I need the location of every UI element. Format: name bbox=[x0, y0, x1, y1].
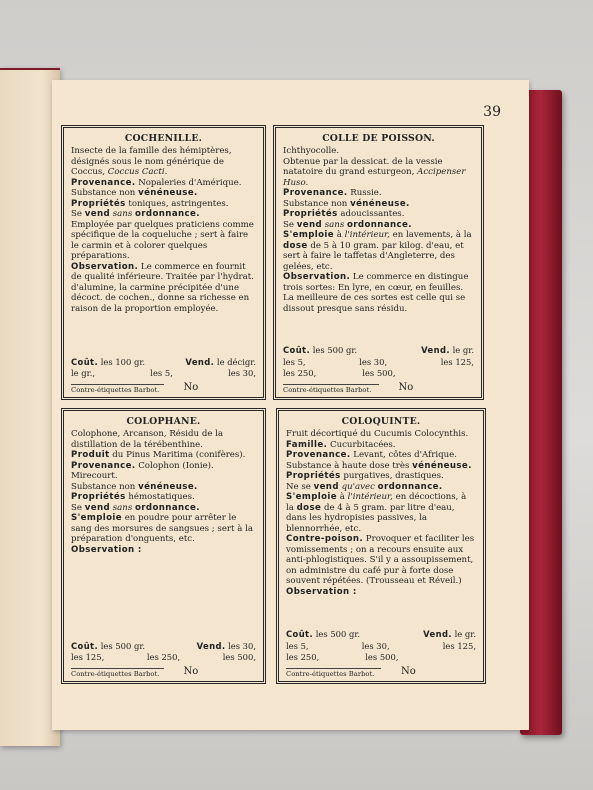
price-row: Coût. les 500 gr. Vend. le gr. bbox=[286, 629, 476, 640]
price-block bbox=[71, 640, 256, 664]
label-title: COLOPHANE. bbox=[126, 416, 201, 427]
label-footer bbox=[71, 382, 256, 394]
provenance: Provenance. Nopaleries d'Amérique. bbox=[71, 177, 242, 188]
price-row: les 250, les 500, bbox=[283, 367, 396, 378]
numero: No bbox=[401, 665, 416, 677]
label-footer bbox=[286, 666, 476, 678]
produit: Produit du Pinus Maritima (conifères). bbox=[71, 450, 246, 461]
vente: Se vend sans ordonnance. bbox=[283, 219, 412, 230]
price-row: Coût. les 500 gr. Vend. les 30, bbox=[71, 640, 256, 651]
emploi: S'emploie à l'intérieur, en décoctions, à la dose de 4 à 5 gram. par litre d'eau, dans les hydropisies passives, la blennorrhée, etc. bbox=[286, 492, 467, 534]
label-colophane bbox=[61, 408, 266, 684]
vente: Ne se vend qu'avec ordonnance. bbox=[286, 481, 443, 492]
footer-brand: Contre-étiquettes Barbot. bbox=[286, 668, 381, 678]
provenance: Provenance. Colophon (Ionie). Mirecourt. bbox=[71, 460, 214, 482]
substance: Substance à haute dose très vénéneuse. bbox=[286, 460, 472, 471]
emploi: Employée par quelques praticiens comme spécifique de la coqueluche ; sert à faire le carmin et à colorer quelques préparations. bbox=[71, 219, 254, 262]
substance: Substance non vénéneuse. bbox=[71, 188, 198, 199]
price-row: les 250, les 500, bbox=[286, 651, 399, 662]
description: Insecte de la famille des hémiptères, désignés sous le nom générique de Coccus, Coccus Cacti. bbox=[71, 146, 232, 178]
footer-brand: Contre-étiquettes Barbot. bbox=[71, 384, 164, 394]
label-cochenille bbox=[61, 125, 266, 400]
observation: Observation. Le commerce en distingue trois sortes: En lyre, en cœur, en feuilles. La meilleure de ces sortes est celle qui se dissout presque sans résidu. bbox=[283, 272, 469, 314]
provenance: Provenance. Russie. bbox=[283, 188, 382, 199]
label-title: COLLE DE POISSON. bbox=[322, 133, 435, 144]
proprietes: Propriétés toniques, astringentes. bbox=[71, 198, 229, 209]
proprietes: Propriétés hémostatiques. bbox=[71, 492, 195, 503]
substance: Substance non vénéneuse. bbox=[71, 481, 198, 492]
description: Colophone, Arcanson, Résidu de la distillation de la térébenthine. bbox=[71, 429, 224, 450]
price-row: les 5, les 30, les 125, bbox=[286, 640, 476, 651]
vente: Se vend sans ordonnance. bbox=[71, 502, 200, 513]
price-block bbox=[71, 356, 256, 380]
price-row: les 125, les 250, les 500, bbox=[71, 651, 256, 662]
observation: Observation : bbox=[286, 586, 357, 597]
provenance: Provenance. Levant, côtes d'Afrique. bbox=[286, 450, 457, 461]
substance: Substance non vénéneuse. bbox=[283, 198, 410, 209]
emploi: S'emploie en poudre pour arrêter le sang des morsures de sangsues ; sert à la préparation d'onguents, etc. bbox=[71, 513, 253, 545]
proprietes: Propriétés adoucissantes. bbox=[283, 209, 405, 220]
famille: Famille. Cucurbitacées. bbox=[286, 439, 396, 450]
price-block bbox=[283, 344, 474, 379]
label-title: COCHENILLE. bbox=[124, 133, 203, 144]
numero: No bbox=[398, 381, 414, 393]
observation: Observation : bbox=[71, 544, 142, 555]
page-number: 39 bbox=[483, 104, 501, 120]
price-block bbox=[286, 628, 476, 663]
label-title: COLOQUINTE. bbox=[341, 416, 421, 427]
label-colle-de-poisson bbox=[273, 125, 484, 400]
price-row: Coût. les 100 gr. Vend. le décigr. bbox=[71, 356, 256, 367]
contre-poison: Contre-poison. Provoquer et faciliter les vomissements ; on a recours ensuite aux anti-phlogistiques. S'il y a assoupissement, on administre du café pur à forte dose souvent répétées. (Trousseau et Réveil.) bbox=[286, 534, 475, 587]
vente: Se vend sans ordonnance. bbox=[71, 209, 200, 220]
description: Obtenue par la dessicat. de la vessie natatoire du grand esturgeon, Accipenser Huso. bbox=[283, 156, 466, 188]
proprietes: Propriétés purgatives, drastiques. bbox=[286, 471, 444, 482]
price-row: les 5, les 30, les 125, bbox=[283, 356, 474, 367]
price-row: le gr., les 5, les 30, bbox=[71, 367, 256, 378]
label-footer bbox=[283, 382, 474, 394]
price-row: Coût. les 500 gr. Vend. le gr. bbox=[283, 345, 474, 356]
observation: Observation. Le commerce en fournit de qualité inférieure. Traitée par l'hydrat. d'alumine, la carmine précipitée d'une décoct. de cochen., donne sa richesse en raison de la proportion employée. bbox=[71, 261, 254, 314]
emploi: S'emploie à l'intérieur, en lavements, à la dose de 5 à 10 gram. par kilog. d'eau, et sert à faire le taffetas d'Angleterre, des gelées, etc. bbox=[283, 230, 472, 272]
left-page-edges bbox=[0, 68, 60, 746]
numero: No bbox=[183, 381, 199, 393]
label-coloquinte bbox=[276, 408, 486, 684]
footer-brand: Contre-étiquettes Barbot. bbox=[71, 668, 164, 678]
synonym: Ichthyocolle. bbox=[283, 146, 340, 157]
description: Fruit décortiqué du Cucumis Colocynthis. bbox=[286, 429, 469, 440]
footer-brand: Contre-étiquettes Barbot. bbox=[283, 384, 379, 394]
numero: No bbox=[183, 665, 199, 677]
label-footer bbox=[71, 666, 256, 678]
book-page bbox=[52, 80, 529, 730]
